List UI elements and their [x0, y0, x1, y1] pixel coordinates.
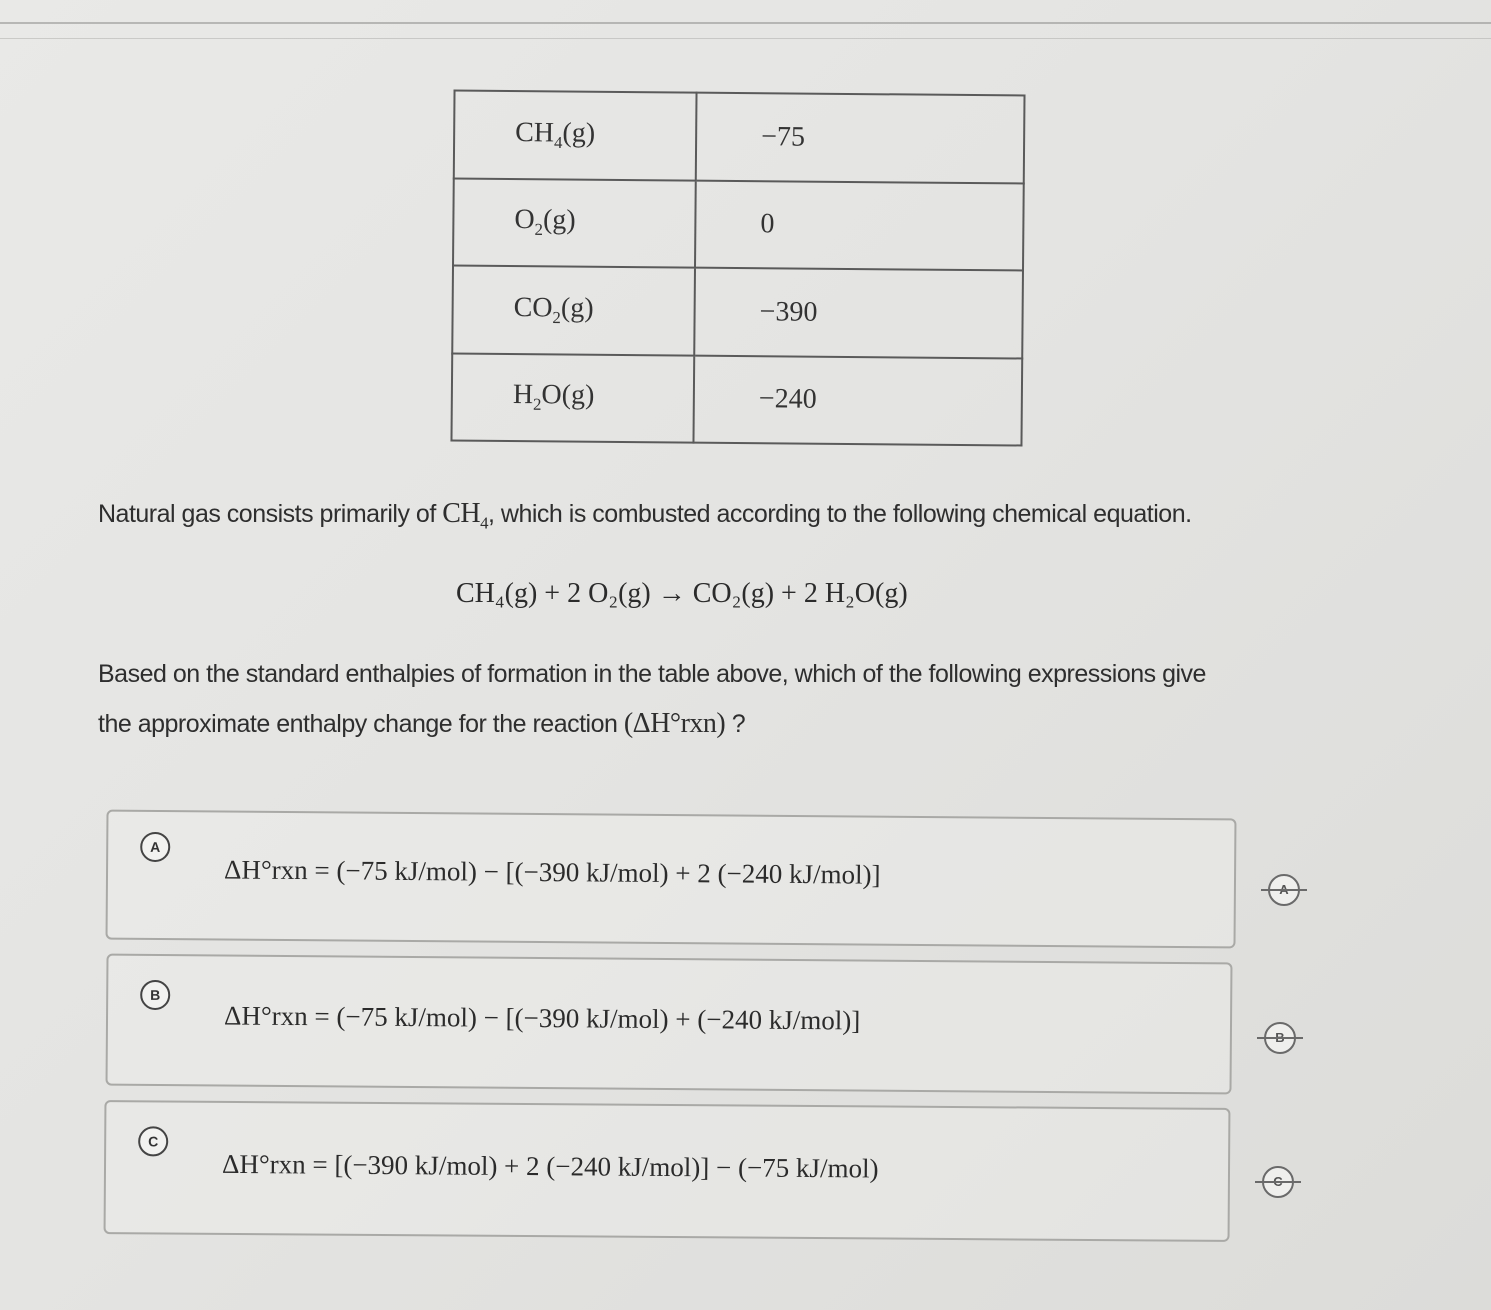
species-subscript: 2: [532, 395, 542, 415]
prompt-text-tail: ?: [725, 710, 746, 738]
top-divider: [0, 22, 1491, 42]
answer-option-a[interactable]: [106, 810, 1237, 949]
strikethrough-icon[interactable]: C: [1262, 1166, 1294, 1198]
option-letter-badge: C: [138, 1126, 168, 1156]
intro-text-tail: , which is combusted according to the following chemical equation.: [488, 500, 1192, 528]
species-phase: (g): [561, 379, 595, 412]
species-name-tail: O: [541, 379, 562, 411]
option-expression: ΔH°rxn = [(−390 kJ/mol) + 2 (−240 kJ/mol)] − (−75 kJ/mol): [221, 1148, 879, 1184]
strikethrough-icon[interactable]: A: [1268, 874, 1300, 906]
species-cell: [451, 353, 694, 443]
option-expression: ΔH°rxn = (−75 kJ/mol) − [(−390 kJ/mol) + (−240 kJ/mol)]: [223, 1000, 861, 1036]
top-divider-secondary: [0, 38, 1491, 39]
enthalpy-table-grid: [450, 90, 1025, 447]
chemical-equation: CH₄(g) + 2 O₂(g) → CO₂(g) + 2 H₂O(g): [456, 578, 908, 609]
strikethrough-icon[interactable]: B: [1264, 1022, 1296, 1054]
value-cell: −390: [694, 268, 1023, 358]
value-cell: −240: [693, 355, 1022, 445]
question-intro: [98, 498, 1192, 534]
option-expression: ΔH°rxn = (−75 kJ/mol) − [(−390 kJ/mol) + 2 (−240 kJ/mol)]: [223, 854, 881, 890]
value-cell: 0: [695, 180, 1024, 270]
question-prompt-line1: Based on the standard enthalpies of formation in the table above, which of the following expressions give: [98, 660, 1206, 688]
intro-species: [442, 498, 489, 533]
prompt-text: the approximate enthalpy change for the reaction: [98, 710, 624, 738]
species-cell: [453, 178, 696, 268]
species-name: CH: [515, 117, 555, 149]
answer-option-c[interactable]: [104, 1100, 1231, 1242]
species-subscript: 2: [534, 220, 544, 240]
table-row: [453, 178, 1024, 270]
table-row: [454, 91, 1025, 183]
intro-text: Natural gas consists primarily of: [98, 500, 443, 528]
option-letter-badge: A: [140, 832, 170, 862]
species-name: H: [512, 379, 534, 411]
table-row: [451, 353, 1022, 445]
species-name: O: [514, 204, 535, 236]
enthalpy-symbol: (ΔH°rxn): [623, 708, 726, 739]
question-prompt-line2: [98, 708, 745, 740]
species-phase: (g): [560, 292, 594, 324]
answer-option-b[interactable]: [105, 954, 1232, 1095]
species-name: CO: [513, 291, 553, 324]
enthalpy-table: [452, 92, 1024, 444]
intro-species-name: CH: [442, 498, 481, 529]
species-cell: [454, 91, 697, 181]
species-cell: [452, 266, 695, 356]
table-row: [452, 266, 1023, 358]
species-subscript: 4: [553, 132, 563, 153]
species-phase: (g): [542, 204, 576, 237]
species-subscript: 2: [552, 307, 561, 328]
option-letter-badge: B: [140, 980, 170, 1010]
value-cell: −75: [696, 93, 1025, 183]
species-phase: (g): [562, 117, 596, 149]
intro-species-subscript: 4: [480, 513, 489, 533]
